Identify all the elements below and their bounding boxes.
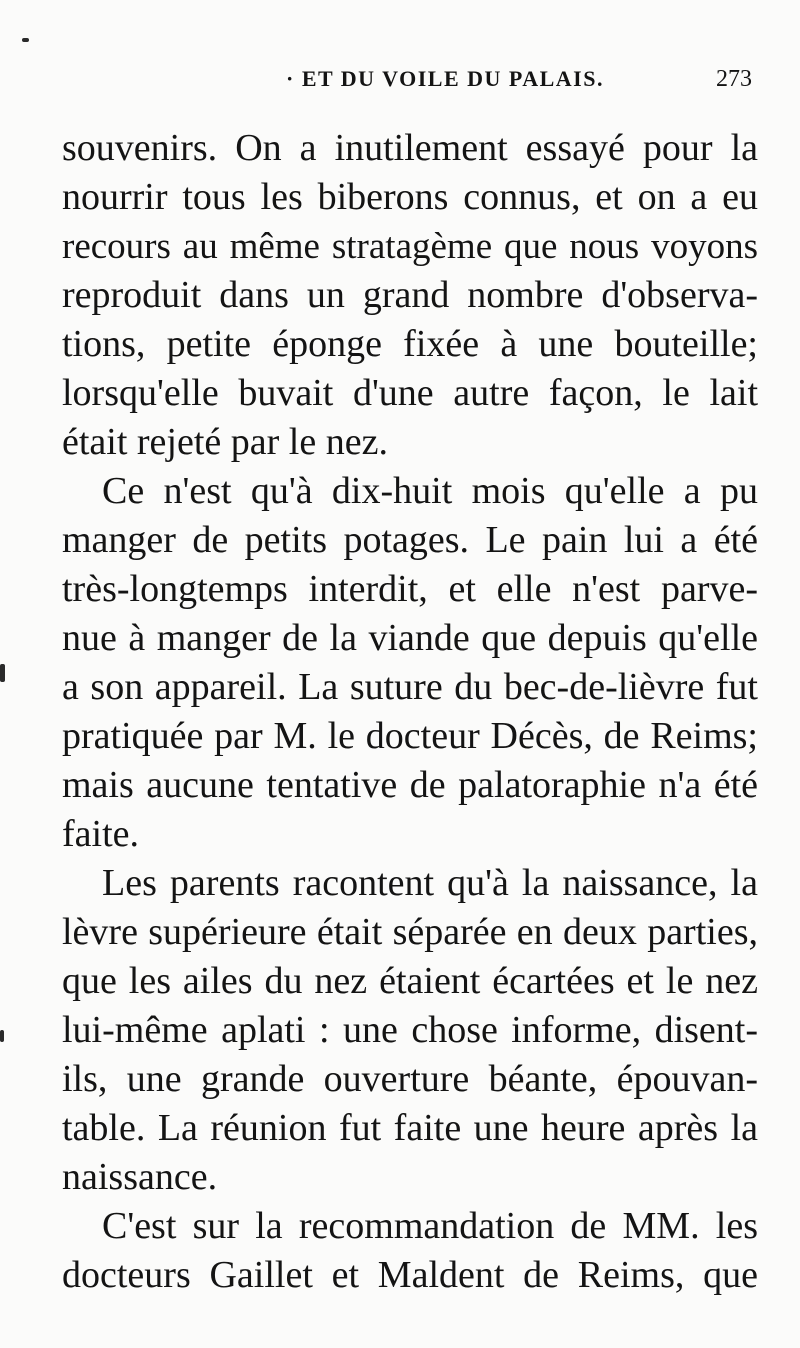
page-number: 273 <box>716 66 752 92</box>
text-line: nourrir tous les biberons connus, et on a eu <box>62 176 758 218</box>
text-line: lorsqu'elle buvait d'une autre façon, le lait <box>62 372 758 414</box>
text-line: naissance. <box>62 1156 218 1198</box>
text-line: nue à manger de la viande que depuis qu'elle <box>62 617 758 659</box>
text-line: pratiquée par M. le docteur Décès, de Reims; <box>62 715 758 757</box>
text-line: mais aucune tentative de palatoraphie n'a été <box>62 764 758 806</box>
text-line: souvenirs. On a inutilement essayé pour la <box>62 127 758 169</box>
margin-speck <box>22 38 29 42</box>
text-line: faite. <box>62 813 140 855</box>
text-line: C'est sur la recommandation de MM. les <box>102 1205 758 1247</box>
text-line: était rejeté par le nez. <box>62 421 388 463</box>
text-line: recours au même stratagème que nous voyons <box>62 226 758 267</box>
text-line: tions, petite éponge fixée à une bouteille; <box>62 323 758 365</box>
text-line: Ce n'est qu'à dix-huit mois qu'elle a pu <box>102 470 758 512</box>
margin-speck <box>0 1030 4 1042</box>
text-line: docteurs Gaillet et Maldent de Reims, que <box>62 1254 758 1296</box>
text-line: table. La réunion fut faite une heure après la <box>62 1107 758 1149</box>
running-header <box>60 66 760 106</box>
text-line: lèvre supérieure était séparée en deux parties, <box>62 911 758 953</box>
text-line: que les ailes du nez étaient écartées et le nez <box>62 960 758 1002</box>
text-line: reproduit dans un grand nombre d'observa- <box>62 274 758 316</box>
text-line: lui-même aplati : une chose informe, disent- <box>62 1009 758 1051</box>
margin-speck <box>0 664 5 682</box>
text-line: ils, une grande ouverture béante, épouvan- <box>62 1058 758 1100</box>
text-line: a son appareil. La suture du bec-de-lièvre fut <box>62 666 758 708</box>
text-line: Les parents racontent qu'à la naissance, la <box>102 862 758 904</box>
text-line: très-longtemps interdit, et elle n'est parve- <box>62 568 758 610</box>
body-text <box>62 124 758 1300</box>
text-line: manger de petits potages. Le pain lui a été <box>62 519 758 561</box>
running-title: · ET DU VOILE DU PALAIS. <box>286 66 604 91</box>
